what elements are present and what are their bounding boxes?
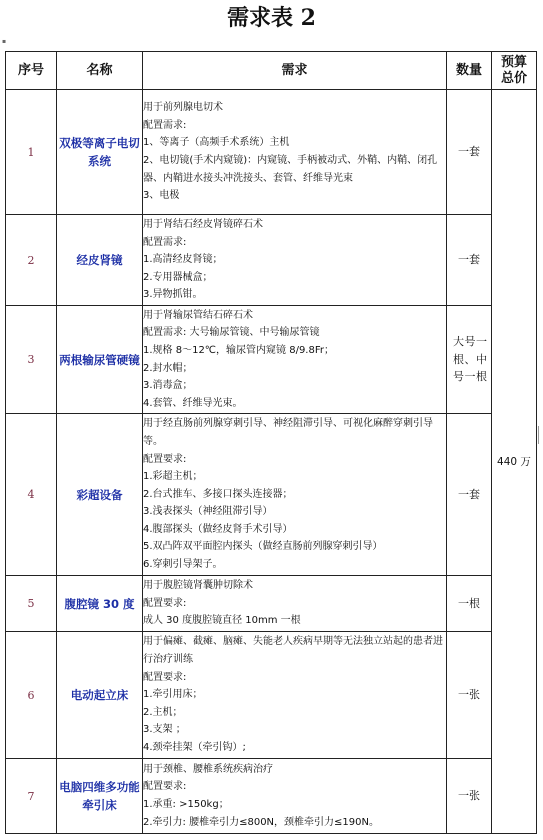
needs-line: 3.消毒盒；	[143, 380, 193, 392]
needs-line: 3.支架 ；	[143, 724, 186, 736]
needs-line: 3.浅表探头（神经阻滞引导）	[143, 506, 273, 518]
item-qty: 大号一根、中号一根	[447, 306, 492, 414]
header-num: 序号	[6, 52, 57, 90]
row-number: 1	[6, 90, 57, 215]
needs-line: 用于肾输尿管结石碎石术	[143, 309, 253, 321]
needs-line: 6.穿刺引导架子。	[143, 559, 223, 571]
item-needs	[143, 414, 447, 576]
item-qty: 一套	[447, 90, 492, 215]
needs-line: 4.颈牵挂架（牵引钩）;	[143, 741, 246, 753]
table-row	[6, 215, 537, 306]
table-row	[6, 632, 537, 759]
needs-line: 2.封水帽；	[143, 362, 193, 374]
table-row	[6, 306, 537, 414]
row-number: 4	[6, 414, 57, 576]
needs-line: 5.双凸阵双平面腔内探头（做经直肠前列腺穿刺引导）	[143, 541, 383, 553]
needs-line: 2.台式推车、多接口探头连接器；	[143, 488, 293, 500]
needs-line: 配置要求:	[143, 671, 187, 683]
needs-line: 1.承重: >150kg；	[143, 799, 229, 810]
needs-line: 配置要求:	[143, 453, 187, 465]
needs-line: 4.套管、纤维导光束。	[143, 397, 243, 409]
budget-total: 440 万	[492, 90, 537, 834]
item-needs	[143, 90, 447, 215]
needs-line: 1、等离子（高频手术系统）主机	[143, 137, 290, 149]
needs-line: 3.异物抓钳。	[143, 289, 203, 301]
item-needs	[143, 576, 447, 632]
item-qty: 一张	[447, 632, 492, 759]
header-row	[6, 52, 537, 90]
needs-line: 2.专用器械盒；	[143, 271, 213, 283]
item-needs	[143, 632, 447, 759]
needs-line: 2.牵引力: 腰椎牵引力≤800N，颈椎牵引力≤190N。	[143, 816, 379, 828]
item-name: 双极等离子电切系统	[57, 90, 143, 215]
row-number: 2	[6, 215, 57, 306]
item-name: 腹腔镜 30 度	[57, 576, 143, 632]
table-row	[6, 576, 537, 632]
needs-line: 2.主机；	[143, 706, 183, 718]
item-qty: 一张	[447, 759, 492, 834]
row-number: 3	[6, 306, 57, 414]
needs-line: 1.规格 8～12℃，输尿管内窥镜 8/9.8Fr；	[143, 344, 334, 356]
needs-line: 2、电切镜(手术内窥镜)：内窥镜、手柄被动式、外鞘、内鞘、闭孔器、内鞘进水接头冲洗接头、套管、纤维导光束	[143, 155, 438, 184]
header-needs: 需求	[143, 52, 447, 90]
table-row	[6, 414, 537, 576]
needs-line: 配置要求:	[143, 597, 187, 609]
needs-line: 用于肾结石经皮肾镜碎石术	[143, 219, 263, 231]
page-title: 需求表 2	[227, 5, 316, 31]
needs-line: 配置需求: 大号输尿管镜、中号输尿管镜	[143, 327, 320, 339]
resize-handle[interactable]	[538, 426, 543, 444]
item-needs	[143, 306, 447, 414]
item-name: 彩超设备	[57, 414, 143, 576]
needs-line: 3、电极	[143, 190, 180, 202]
item-qty: 一套	[447, 414, 492, 576]
needs-line: 1.高清经皮肾镜；	[143, 254, 223, 266]
needs-line: 成人 30 度腹腔镜直径 10mm 一根	[143, 615, 301, 627]
table-row	[6, 90, 537, 215]
needs-line: 用于颈椎、腰椎系统疾病治疗	[143, 763, 273, 775]
header-budget	[492, 52, 537, 90]
needs-line: 用于经直肠前列腺穿刺引导、神经阻滞引导、可视化麻醉穿刺引导等。	[143, 418, 433, 447]
header-budget-line2: 总价	[500, 70, 527, 86]
item-name: 电脑四维多功能牵引床	[57, 759, 143, 834]
table-anchor-icon: ▪	[2, 38, 7, 45]
needs-line: 1.彩超主机；	[143, 471, 203, 483]
item-qty: 一套	[447, 215, 492, 306]
row-number: 5	[6, 576, 57, 632]
item-name: 经皮肾镜	[57, 215, 143, 306]
needs-line: 配置需求:	[143, 119, 187, 131]
needs-line: 用于前列腺电切术	[143, 102, 223, 114]
needs-line: 用于腹腔镜肾囊肿切除术	[143, 580, 253, 592]
table-row	[6, 759, 537, 834]
item-needs	[143, 759, 447, 834]
item-needs	[143, 215, 447, 306]
header-qty: 数量	[447, 52, 492, 90]
item-name: 电动起立床	[57, 632, 143, 759]
row-number: 7	[6, 759, 57, 834]
row-number: 6	[6, 632, 57, 759]
requirements-table	[5, 51, 537, 834]
needs-line: 配置要求:	[143, 781, 187, 793]
needs-line: 4.腹部探头（做经皮肾手术引导）	[143, 523, 293, 535]
header-name: 名称	[57, 52, 143, 90]
item-qty: 一根	[447, 576, 492, 632]
needs-line: 1.牵引用床；	[143, 689, 203, 701]
header-budget-line1: 预算	[500, 54, 527, 70]
needs-line: 配置需求:	[143, 236, 187, 248]
item-name: 两根输尿管硬镜	[57, 306, 143, 414]
needs-line: 用于偏瘫、截瘫、脑瘫、失能老人疾病早期等无法独立站起的患者进行治疗训练	[143, 636, 443, 666]
